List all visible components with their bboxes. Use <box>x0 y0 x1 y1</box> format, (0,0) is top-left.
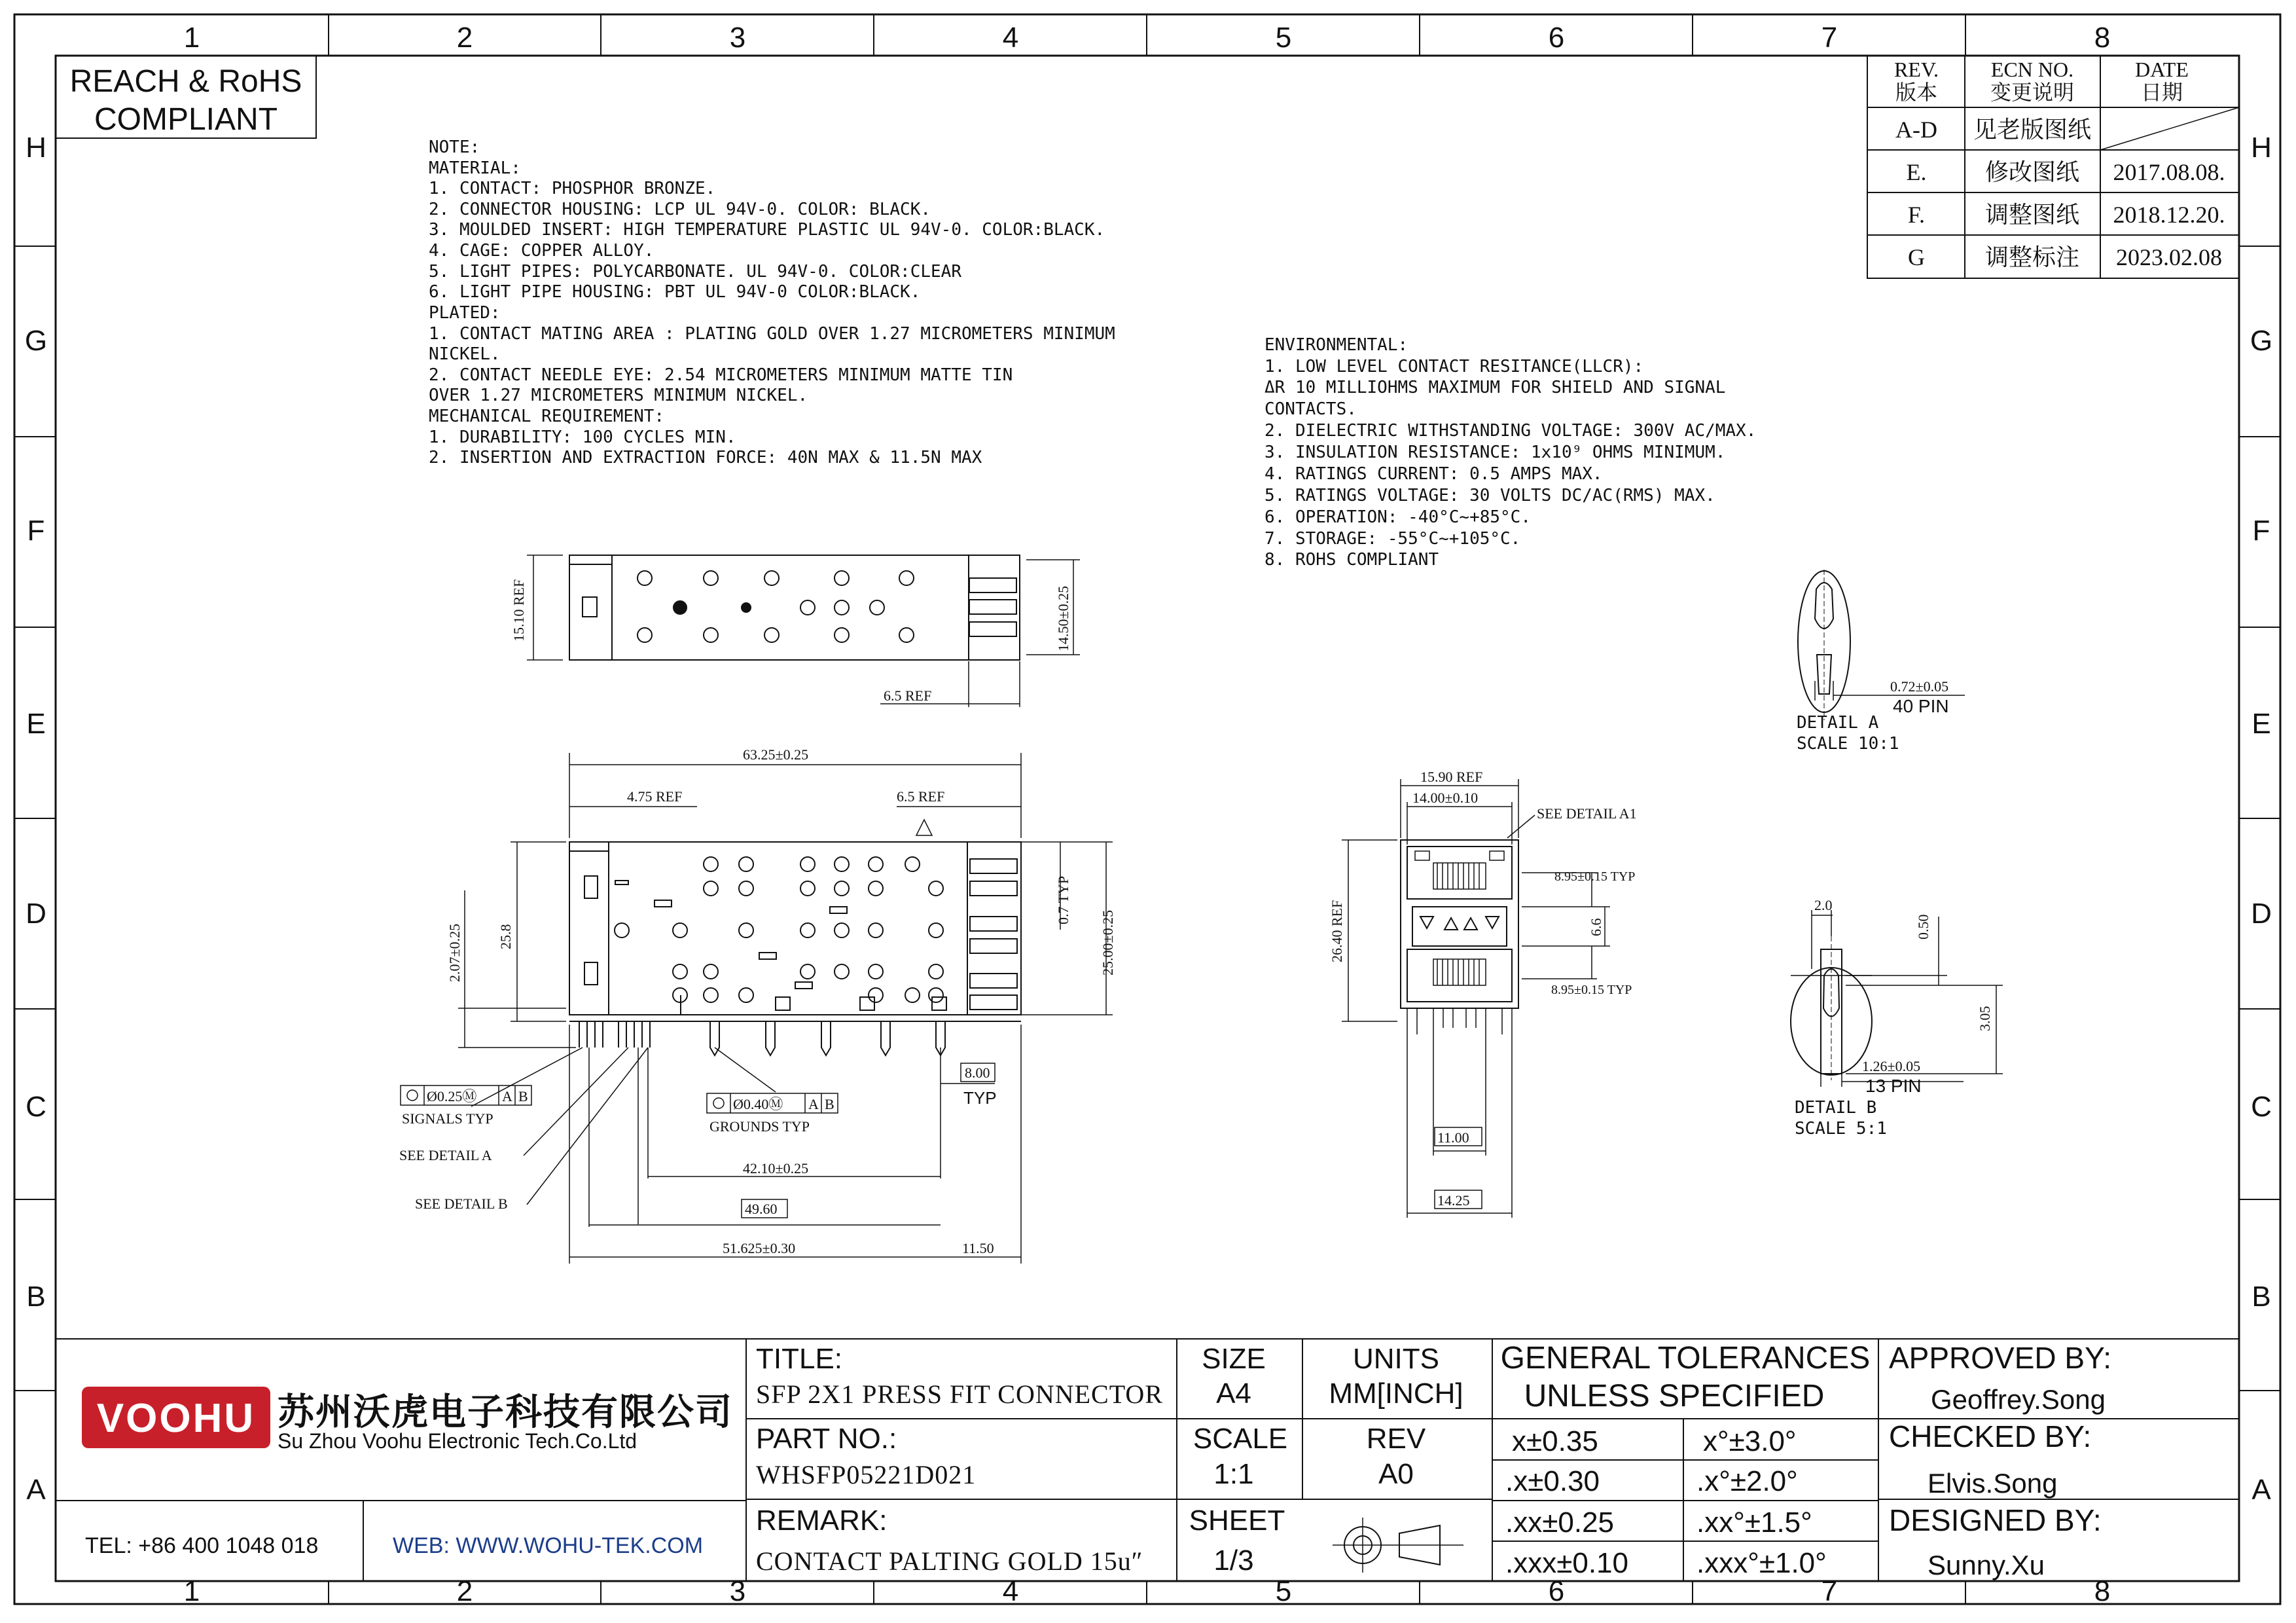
col-label-top: 1 <box>183 22 200 54</box>
note-line: MECHANICAL REQUIREMENT: <box>429 407 665 426</box>
side-view-lightpipes <box>970 859 1017 1010</box>
dim-label: 15.90 REF <box>1420 769 1483 785</box>
row-label-right: F <box>2252 515 2270 547</box>
front-pins <box>1407 1008 1512 1034</box>
title-label: TITLE: <box>756 1343 843 1375</box>
col-label-top: 4 <box>1002 22 1019 54</box>
env-line: 6. OPERATION: -40°C~+85°C. <box>1265 507 1531 527</box>
note-line: 6. LIGHT PIPE HOUSING: PBT UL 94V-0 COLOR:BLACK. <box>429 282 921 302</box>
dim-label: 25.00±0.25 <box>1100 909 1116 976</box>
front-view <box>1342 779 1610 1218</box>
part-label: PART NO.: <box>756 1423 897 1455</box>
dim-label: 26.40 REF <box>1329 900 1345 962</box>
env-line: 3. INSULATION RESISTANCE: 1x10⁹ OHMS MINIMUM. <box>1265 443 1726 462</box>
note-line: NOTE: <box>429 137 480 157</box>
note-line: 2. CONNECTOR HOUSING: LCP UL 94V-0. COLOR: BLACK. <box>429 200 931 219</box>
row-label-left: H <box>26 132 46 164</box>
env-line: 2. DIELECTRIC WITHSTANDING VOLTAGE: 300V AC/MAX. <box>1265 421 1757 441</box>
units-value: MM[INCH] <box>1329 1377 1463 1410</box>
ecn-cell: 调整标注 <box>1984 244 2080 270</box>
callout: GROUNDS TYP <box>709 1118 810 1135</box>
sheet-label: SHEET <box>1189 1504 1285 1537</box>
date-header: 日期 <box>2140 81 2183 104</box>
row-label-right: D <box>2251 898 2272 930</box>
dim-label: 42.10±0.25 <box>743 1160 809 1176</box>
note-line: NICKEL. <box>429 344 501 364</box>
dim-label: 6.6 <box>1588 918 1604 936</box>
gdt-datum: A <box>808 1096 819 1112</box>
scale-value: 1:1 <box>1213 1458 1254 1490</box>
scale-label: SCALE <box>1193 1423 1288 1455</box>
tolerance-linear: .xx±0.25 <box>1505 1506 1615 1539</box>
date-cell: 2018.12.20. <box>2113 202 2225 228</box>
dim-label: 49.60 <box>745 1201 778 1217</box>
units-label: UNITS <box>1353 1343 1439 1375</box>
top-view <box>527 555 1080 707</box>
col-label-top: 3 <box>729 22 746 54</box>
row-label-left: D <box>26 898 46 930</box>
note-line: 3. MOULDED INSERT: HIGH TEMPERATURE PLASTIC UL 94V-0. COLOR:BLACK. <box>429 220 1105 240</box>
size-label: SIZE <box>1202 1343 1266 1375</box>
detail-title: DETAIL B <box>1795 1098 1877 1118</box>
note-line: 1. CONTACT MATING AREA : PLATING GOLD OVER 1.27 MICROMETERS MINIMUM <box>429 324 1115 344</box>
front-contacts-lower <box>1433 959 1486 985</box>
note-line: 1. DURABILITY: 100 CYCLES MIN. <box>429 428 736 447</box>
designed-label: DESIGNED BY: <box>1889 1503 2102 1537</box>
col-label-top: 6 <box>1548 22 1565 54</box>
dim-label: 1.26±0.05 <box>1862 1058 1921 1074</box>
dim-label: 8.95±0.15 TYP <box>1554 869 1636 884</box>
remark-value: CONTACT PALTING GOLD 15u″ <box>756 1546 1143 1576</box>
note-line: 2. CONTACT NEEDLE EYE: 2.54 MICROMETERS MINIMUM MATTE TIN <box>429 365 1013 385</box>
env-line: 7. STORAGE: -55°C~+105°C. <box>1265 529 1521 549</box>
env-line: 8. ROHS COMPLIANT <box>1265 550 1439 570</box>
ecn-cell: 调整图纸 <box>1984 202 2080 228</box>
col-label-top: 2 <box>456 22 473 54</box>
rev-cell: G <box>1908 244 1925 270</box>
ecn-cell: 见老版图纸 <box>1973 117 2092 143</box>
row-label-right: H <box>2251 132 2272 164</box>
note-line: 5. LIGHT PIPES: POLYCARBONATE. UL 94V-0. COLOR:CLEAR <box>429 262 961 282</box>
tolerance-angular: .x°±2.0° <box>1696 1465 1798 1497</box>
gdt-datum: A <box>502 1088 512 1104</box>
row-label-right: B <box>2251 1281 2271 1313</box>
size-value: A4 <box>1216 1377 1251 1410</box>
front-contacts-upper <box>1433 863 1486 889</box>
dim-label: 8.00 <box>965 1065 990 1081</box>
dim-label: 14.50±0.25 <box>1055 585 1071 651</box>
compliance-line-1: REACH & RoHS <box>69 64 302 99</box>
dim-label: 6.5 REF <box>897 788 945 805</box>
env-line: ENVIRONMENTAL: <box>1265 335 1408 355</box>
notes-block <box>429 137 1115 467</box>
dim-label: 3.05 <box>1977 1006 1993 1031</box>
dim-label: 0.50 <box>1915 914 1931 939</box>
callout: SEE DETAIL A1 <box>1537 805 1637 822</box>
rev-cell: A-D <box>1895 117 1937 143</box>
side-view-holes <box>673 857 943 1002</box>
dim-label: 40 PIN <box>1893 696 1949 716</box>
env-line: 4. RATINGS CURRENT: 0.5 AMPS MAX. <box>1265 464 1603 484</box>
company-tel: TEL: +86 400 1048 018 <box>85 1533 319 1558</box>
row-label-left: E <box>26 708 46 740</box>
note-line: 4. CAGE: COPPER ALLOY. <box>429 241 655 261</box>
compliance-box <box>56 56 316 138</box>
detail-scale: SCALE 10:1 <box>1797 734 1899 754</box>
col-label-bottom: 3 <box>729 1575 746 1607</box>
dim-label: 11.00 <box>1437 1129 1469 1146</box>
tolerance-linear: .xxx±0.10 <box>1505 1547 1629 1579</box>
tolerance-title: GENERAL TOLERANCES <box>1500 1341 1871 1376</box>
row-label-right: C <box>2251 1091 2272 1123</box>
side-view <box>401 753 1113 1264</box>
col-label-bottom: 7 <box>1821 1575 1838 1607</box>
row-label-right: A <box>2251 1474 2271 1506</box>
designed-value: Sunny.Xu <box>1928 1550 2045 1580</box>
dim-label: 4.75 REF <box>627 788 683 805</box>
gdt-value: Ø0.25Ⓜ <box>427 1088 477 1104</box>
tolerance-linear: .x±0.30 <box>1505 1465 1600 1497</box>
col-label-bottom: 2 <box>456 1575 473 1607</box>
dim-label: 6.5 REF <box>884 687 932 704</box>
detail-scale: SCALE 5:1 <box>1795 1119 1887 1139</box>
date-cell: 2023.02.08 <box>2116 244 2222 270</box>
environmental-block <box>1265 335 1756 570</box>
dim-label: 0.7 TYP <box>1055 875 1071 924</box>
col-label-bottom: 8 <box>2094 1575 2111 1607</box>
note-line: MATERIAL: <box>429 158 521 178</box>
part-value: WHSFP05221D021 <box>756 1460 977 1489</box>
revision-table <box>1867 56 2239 278</box>
dim-label: 51.625±0.30 <box>723 1240 796 1256</box>
col-label-bottom: 6 <box>1548 1575 1565 1607</box>
dim-label: 15.10 REF <box>511 579 527 642</box>
top-view-holes <box>637 571 914 642</box>
rev-cell: F. <box>1907 202 1926 228</box>
checked-value: Elvis.Song <box>1928 1468 2058 1499</box>
row-label-left: A <box>26 1474 46 1506</box>
row-label-left: B <box>26 1281 46 1313</box>
col-label-top: 7 <box>1821 22 1838 54</box>
col-label-top: 5 <box>1275 22 1292 54</box>
rev-header: 版本 <box>1895 81 1938 104</box>
row-label-left: G <box>24 325 48 357</box>
ecn-cell: 修改图纸 <box>1984 159 2080 185</box>
title-value: SFP 2X1 PRESS FIT CONNECTOR <box>756 1379 1163 1409</box>
rev-header: REV. <box>1894 58 1939 81</box>
dim-label: 11.50 <box>962 1240 994 1256</box>
dim-label: 13 PIN <box>1865 1076 1922 1096</box>
approved-label: APPROVED BY: <box>1889 1341 2112 1375</box>
approved-value: Geoffrey.Song <box>1931 1384 2106 1415</box>
env-line: 5. RATINGS VOLTAGE: 30 VOLTS DC/AC(RMS) MAX. <box>1265 486 1715 505</box>
dim-label: TYP <box>963 1088 997 1108</box>
tolerance-angular: .xx°±1.5° <box>1696 1506 1812 1539</box>
dim-label: 14.25 <box>1437 1192 1470 1209</box>
dim-label: 2.07±0.25 <box>446 923 463 982</box>
col-label-bottom: 4 <box>1002 1575 1019 1607</box>
signal-pins <box>579 1021 650 1048</box>
remark-label: REMARK: <box>756 1504 888 1537</box>
col-label-bottom: 1 <box>183 1575 200 1607</box>
row-label-left: F <box>27 515 45 547</box>
sheet-value: 1/3 <box>1213 1544 1254 1577</box>
dim-label: 8.95±0.15 TYP <box>1551 983 1632 997</box>
ecn-header: ECN NO. <box>1990 58 2074 81</box>
row-label-left: C <box>26 1091 46 1123</box>
tolerance-angular: x°±3.0° <box>1703 1425 1797 1457</box>
row-label-right: G <box>2250 325 2273 357</box>
company-logo <box>82 1387 270 1448</box>
callout: SEE DETAIL B <box>415 1195 508 1212</box>
rev-cell: E. <box>1906 159 1927 185</box>
callout: SEE DETAIL A <box>399 1147 492 1163</box>
title-block-grid <box>56 1339 2239 1581</box>
row-label-right: E <box>2251 708 2271 740</box>
env-line: ΔR 10 MILLIOHMS MAXIMUM FOR SHIELD AND SIGNAL <box>1265 378 1726 397</box>
col-label-top: 8 <box>2094 22 2111 54</box>
env-line: 1. LOW LEVEL CONTACT RESITANCE(LLCR): <box>1265 357 1644 376</box>
note-line: 2. INSERTION AND EXTRACTION FORCE: 40N MAX & 11.5N MAX <box>429 448 982 467</box>
gdt-datum: B <box>825 1096 834 1112</box>
tolerance-title: UNLESS SPECIFIED <box>1524 1379 1825 1413</box>
checked-label: CHECKED BY: <box>1889 1419 2092 1453</box>
company-web: WEB: WWW.WOHU-TEK.COM <box>393 1533 704 1558</box>
dim-label: 0.72±0.05 <box>1890 678 1949 695</box>
tolerance-linear: x±0.35 <box>1512 1425 1598 1457</box>
date-cell: 2017.08.08. <box>2113 159 2225 185</box>
dim-label: 63.25±0.25 <box>743 746 809 763</box>
dim-label: 25.8 <box>497 924 514 949</box>
ground-pins <box>710 1021 945 1055</box>
dim-label: 2.0 <box>1814 897 1833 913</box>
env-line: CONTACTS. <box>1265 399 1357 419</box>
company-name-cn: 苏州沃虎电子科技有限公司 <box>278 1391 733 1432</box>
rev-value: A0 <box>1378 1458 1414 1490</box>
gdt-datum: B <box>518 1088 528 1104</box>
rev-label: REV <box>1366 1423 1426 1455</box>
dim-label: 14.00±0.10 <box>1412 790 1479 806</box>
detail-title: DETAIL A <box>1797 713 1879 733</box>
note-line: 1. CONTACT: PHOSPHOR BRONZE. <box>429 179 716 198</box>
compliance-line-2: COMPLIANT <box>94 102 278 137</box>
ecn-header: 变更说明 <box>1990 81 2075 104</box>
logo-text: VOOHU <box>96 1396 256 1441</box>
note-line: OVER 1.27 MICROMETERS MINIMUM NICKEL. <box>429 386 808 405</box>
company-name-en: Su Zhou Voohu Electronic Tech.Co.Ltd <box>278 1429 637 1453</box>
col-label-bottom: 5 <box>1275 1575 1292 1607</box>
note-line: PLATED: <box>429 303 501 323</box>
projection-symbol-icon <box>1333 1518 1463 1573</box>
callout: SIGNALS TYP <box>402 1110 493 1127</box>
gdt-value: Ø0.40Ⓜ <box>733 1096 783 1112</box>
date-header: DATE <box>2135 58 2189 81</box>
tolerance-angular: .xxx°±1.0° <box>1696 1547 1827 1579</box>
